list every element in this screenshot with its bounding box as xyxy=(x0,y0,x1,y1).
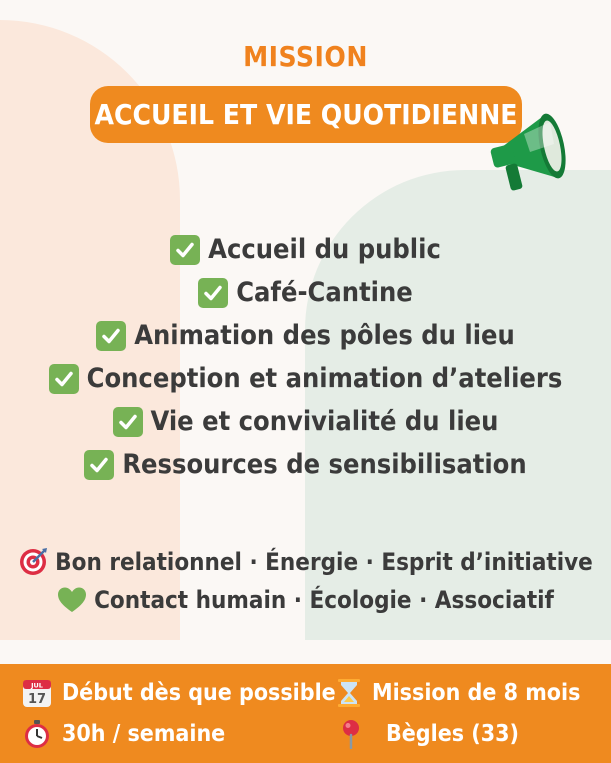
task-item xyxy=(0,400,611,443)
task-label: Conception et animation d’ateliers xyxy=(86,363,563,394)
check-icon xyxy=(198,278,228,308)
stopwatch-icon xyxy=(22,719,52,749)
task-item xyxy=(0,443,611,486)
check-icon xyxy=(113,407,143,437)
location-text: Bègles (33) xyxy=(386,721,519,747)
check-icon xyxy=(49,364,79,394)
task-label: Ressources de sensibilisation xyxy=(122,449,527,480)
task-label: Animation des pôles du lieu xyxy=(134,320,515,351)
check-icon xyxy=(84,450,114,480)
task-item xyxy=(0,271,611,314)
check-icon xyxy=(96,321,126,351)
target-icon xyxy=(18,547,48,577)
task-label: Vie et convivialité du lieu xyxy=(150,406,499,437)
qualities-row xyxy=(0,543,611,581)
qualities-text-1: Bon relationnel · Énergie · Esprit d’initiative xyxy=(55,548,593,576)
footer-item-duration xyxy=(336,678,580,708)
task-label: Café-Cantine xyxy=(236,277,413,308)
qualities-text-2: Contact humain · Écologie · Associatif xyxy=(94,586,554,614)
hours-text: 30h / semaine xyxy=(62,721,226,747)
duration-text: Mission de 8 mois xyxy=(372,680,581,706)
task-list xyxy=(0,228,611,486)
check-icon xyxy=(170,235,200,265)
calendar-month: JUL xyxy=(31,681,43,690)
calendar-day: 17 xyxy=(27,692,47,707)
task-item xyxy=(0,357,611,400)
info-footer xyxy=(0,664,611,763)
footer-item-hours xyxy=(22,719,225,749)
green-heart-icon xyxy=(57,586,87,614)
start-date-text: Début dès que possible xyxy=(62,680,336,706)
mission-title: ACCUEIL ET VIE QUOTIDIENNE xyxy=(90,86,522,143)
task-label: Accueil du public xyxy=(208,234,441,265)
task-item xyxy=(0,228,611,271)
calendar-icon xyxy=(22,678,52,708)
qualities-row xyxy=(0,581,611,619)
footer-item-start xyxy=(22,678,336,708)
hourglass-icon xyxy=(336,678,362,708)
pushpin-icon xyxy=(340,719,362,749)
megaphone-icon xyxy=(484,100,584,200)
qualities xyxy=(0,543,611,619)
task-item xyxy=(0,314,611,357)
footer-item-location xyxy=(340,719,519,749)
mission-kicker: MISSION xyxy=(243,40,368,73)
